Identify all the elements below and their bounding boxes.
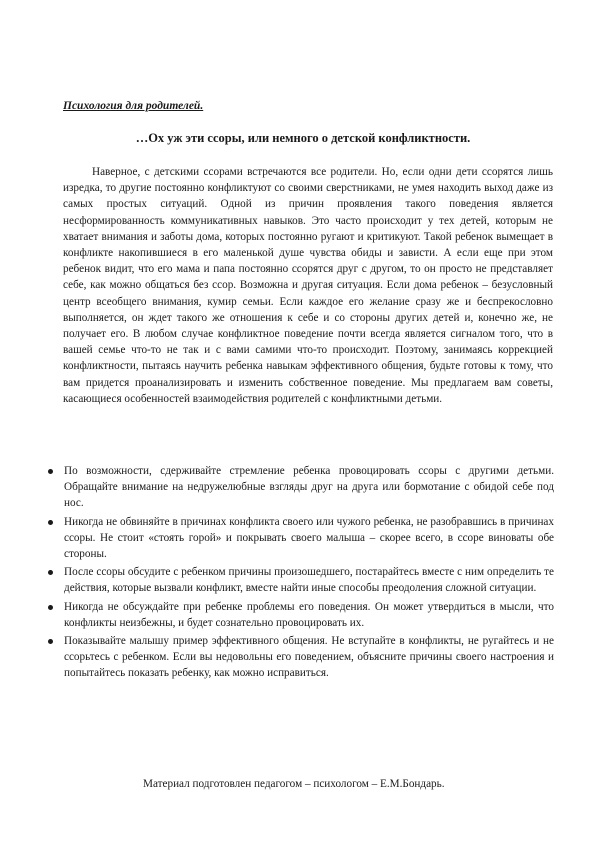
tip-text: После ссоры обсудите с ребенком причины произошедшего, постарайтесь вместе с ним определить те действия, которые вызвали конфликт, вместе найти иные способы преодоления сложной ситуации. [64,566,554,595]
bullet-icon [48,639,53,644]
list-item [48,564,554,596]
list-item [48,463,554,512]
bullet-icon [48,570,53,575]
intro-paragraph: Наверное, с детскими ссорами встречаются все родители. Но, если одни дети ссорятся лишь изредка, то другие постоянно конфликтуют со своими сверстниками, не умея находить выход даже из самых простых ситуаций. Одной из причин проявления такого поведения является несформированность коммуникативных навыков. Это часто происходит у тех детей, которым не хватает внимания и заботы дома, которых постоянно ругают и критикуют. Такой ребенок вымещает в конфликте накопившиеся в его маленькой душе чувства обиды и зависти. А если еще при этом ребенок видит, что его мама и папа постоянно ссорятся друг с другом, то он просто не представляет себе, как можно общаться без ссор. Возможна и другая ситуация. Если дома ребенок – безусловный центр всеобщего внимания, кумир семьи. Если каждое его желание сразу же и беспрекословно выполняется, он ждет такого же отношения к себе и со стороны других детей и, конечно же, не получает его. В любом случае конфликтное поведение почти всегда является сигналом того, что в вашей семье что-то не так и с вами самими что-то происходит. Поэтому, занимаясь коррекцией конфликтности, пытаясь научить ребенка навыкам эффективного общения, будьте готовы к тому, что вам придется проанализировать и изменить собственное поведение. Мы предлагаем вам советы, касающиеся особенностей взаимодействия родителей с конфликтными детьми. [63,166,553,405]
tip-text: Никогда не обсуждайте при ребенке проблемы его поведения. Он может утвердиться в мысли, что конфликты неизбежны, и будет сознательно провоцировать их. [64,600,554,629]
bullet-icon [48,469,53,474]
author-signature: Материал подготовлен педагогом – психологом – Е.М.Бондарь. [143,778,445,790]
tip-text: Показывайте малышу пример эффективного общения. Не вступайте в конфликты, не ругайтесь и не ссорьтесь с ребенком. Если вы недовольны его поведением, объясните причины своего настроения и попытайтесь показать ребенку, как можно исправиться. [64,635,554,680]
bullet-icon [48,605,53,610]
page-title: …Ох уж эти ссоры, или немного о детской конфликтности. [135,131,471,145]
list-item [48,633,554,682]
tip-text: Никогда не обвиняйте в причинах конфликта своего или чужого ребенка, не разобравшись в причинах ссоры. Не стоит «стоять горой» и покрывать своего малыша – скорее всего, в ссоре виноваты обе стороны. [64,515,554,561]
bullet-icon [48,520,53,525]
tip-text: По возможности, сдерживайте стремление ребенка провоцировать ссоры с другими детьми. Обращайте внимание на недружелюбные взгляды друг на друга или бормотание с обидой себе под нос. [64,465,554,510]
section-label: Психология для родителей. [63,100,204,112]
tips-list [48,463,554,684]
list-item [48,514,554,563]
list-item [48,599,554,631]
